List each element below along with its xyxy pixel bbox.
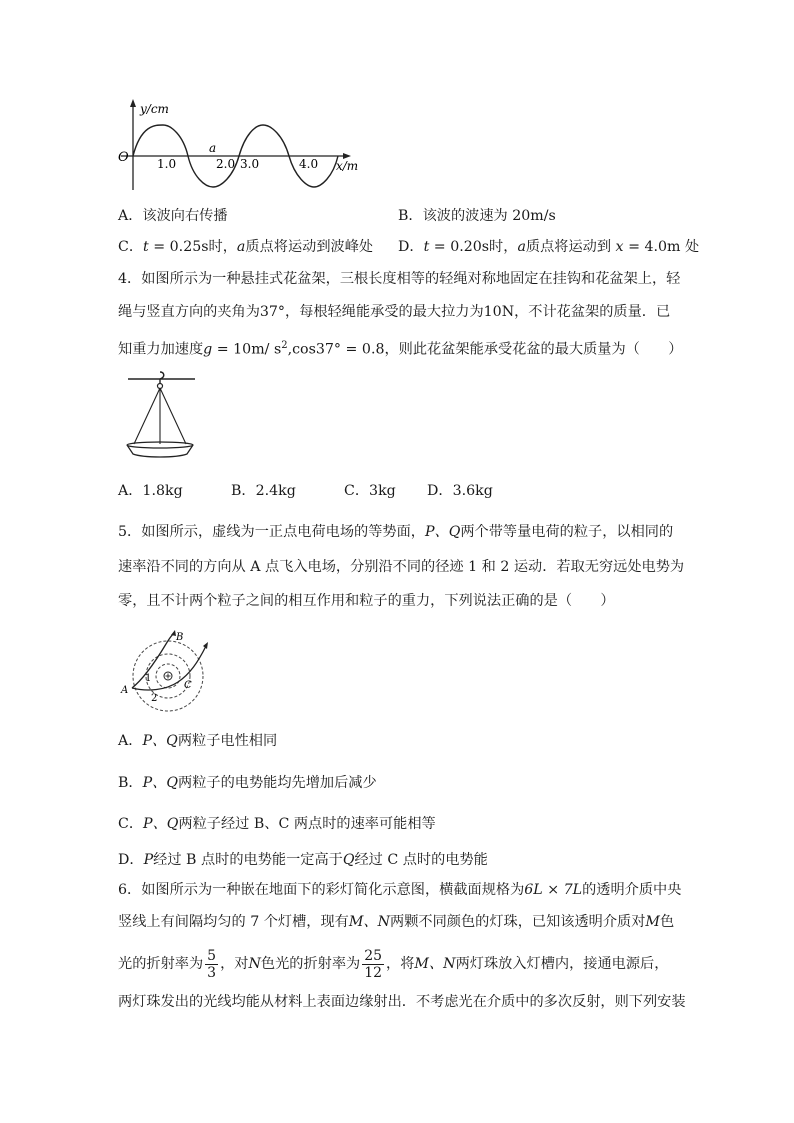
q4-l3-b: = 10m/ s	[212, 341, 282, 358]
frac1-num: 5	[207, 947, 217, 964]
q6-l3-d: ，将	[386, 956, 415, 972]
q3-c-prefix: C．	[118, 239, 144, 255]
label-a: A	[121, 685, 129, 696]
q6-l3-c: 色光的折射率为	[260, 956, 361, 972]
q5-c-prefix: C．	[118, 816, 144, 832]
point-a-label: a	[209, 141, 217, 155]
wave-graph	[113, 95, 363, 195]
q5-d-prefix: D．	[118, 852, 144, 868]
q3-d-x: x	[615, 239, 624, 255]
q5-l1-pq: P、Q	[424, 524, 461, 540]
q6-l1-b: 的透明介质中央	[582, 882, 682, 898]
q6-l3-e: 两灯珠放入灯槽内，接通电源后，	[455, 956, 669, 972]
q5-b-prefix: B．	[118, 775, 143, 791]
q5-line-2: 速率沿不同的方向从 A 点飞入电场，分别沿不同的径迹 1 和 2 运动．若取无穷远处电势为	[118, 559, 685, 575]
q5-d-mid: 经过 B 点时的电势能一定高于	[153, 852, 343, 868]
q6-line-4: 两灯珠发出的光线均能从材料上表面边缘射出．不考虑光在介质中的多次反射，则下列安装	[118, 994, 686, 1010]
q5-option-c	[118, 814, 436, 834]
q6-l1-dim: 6L × 7L	[524, 882, 583, 898]
trajectory-2	[132, 646, 206, 690]
tick-4: 4.0	[299, 157, 319, 171]
q6-l2-c: 色	[659, 914, 675, 930]
q5-d-rest: 经过 C 点时的电势能	[354, 852, 488, 868]
q4-line-3	[118, 336, 682, 360]
q4-l3-g: g	[203, 341, 213, 358]
q3-option-c	[118, 237, 373, 257]
q5-a-prefix: A．	[118, 733, 143, 749]
q6-l2-mn: M、N	[348, 914, 391, 930]
q3-d-mid: 质点将运动到	[525, 239, 616, 255]
q6-l2-m: M	[645, 914, 660, 930]
q5-option-b	[118, 773, 377, 793]
rope-right	[160, 388, 186, 444]
q6-l2-b: 两颗不同颜色的灯珠，已知该透明介质对	[390, 914, 646, 930]
q3-option-a: A．该波向右传播	[118, 208, 228, 224]
q6-l1-a: 6．如图所示为一种嵌在地面下的彩灯简化示意图，横截面规格为	[118, 882, 525, 898]
label-c: C	[184, 680, 192, 691]
q4-l3-a: 知重力加速度	[118, 341, 204, 358]
q6-line-2	[118, 912, 674, 932]
q3-c-rest: = 0.25s时，	[148, 239, 237, 255]
q5-option-a	[118, 731, 277, 751]
q5-option-d	[118, 850, 488, 870]
q5-c-pq: P、Q	[143, 816, 179, 832]
q6-line-1	[118, 880, 681, 900]
tick-1: 1.0	[157, 157, 177, 171]
q5-l1-a: 5．如图所示，虚线为一正点电荷电场的等势面，	[118, 524, 425, 540]
q3-d-rest: = 0.20s时，	[429, 239, 518, 255]
q4-l3-sup: 2	[281, 340, 288, 351]
x-axis-label: x/m	[336, 159, 359, 173]
q5-line-1	[118, 522, 673, 542]
label-1: 1	[145, 673, 152, 684]
q5-a-rest: 两粒子电性相同	[177, 733, 278, 749]
q5-b-pq: P、Q	[142, 775, 178, 791]
y-axis-label: y/cm	[140, 102, 169, 116]
q3-d-tail: = 4.0m 处	[623, 239, 700, 255]
hook-icon	[160, 372, 164, 384]
q4-option-d: D．3.6kg	[427, 483, 493, 499]
flower-pot-figure	[120, 368, 200, 464]
q5-d-q: Q	[342, 852, 355, 868]
fraction-5-3	[205, 948, 218, 981]
q4-line-1: 4．如图所示为一种悬挂式花盆架，三根长度相等的轻绳对称地固定在挂钩和花盆架上，轻	[118, 271, 681, 287]
frac2-num: 25	[364, 947, 383, 964]
q6-l3-b: ，对	[220, 956, 249, 972]
tick-2: 2.0	[216, 157, 236, 171]
q3-c-a: a	[236, 239, 246, 255]
q5-a-pq: P、Q	[142, 733, 178, 749]
q3-c-tail: 质点将运动到波峰处	[245, 239, 374, 255]
rope-left	[134, 388, 160, 444]
q4-line-2: 绳与竖直方向的夹角为37°，每根轻绳能承受的最大拉力为10N，不计花盆架的质量．已	[118, 304, 671, 320]
q3-option-d	[398, 237, 699, 257]
q4-l3-c: ,cos37° = 0.8，则此花盆架能承受花盆的最大质量为（ ）	[287, 341, 683, 358]
q6-line-3	[118, 944, 668, 984]
frac2-den: 12	[364, 964, 383, 981]
hook-ring	[158, 384, 163, 389]
q4-option-a: A．1.8kg	[118, 483, 183, 499]
equipotential-figure	[118, 628, 218, 718]
fraction-25-12	[362, 948, 384, 981]
frac1-den: 3	[207, 964, 217, 981]
q5-c-rest: 两粒子经过 B、C 两点时的速率可能相等	[178, 816, 436, 832]
q3-d-prefix: D．	[398, 239, 424, 255]
q5-b-rest: 两粒子的电势能均先增加后减少	[178, 775, 377, 791]
q5-l1-b: 两个带等量电荷的粒子，以相同的	[460, 524, 674, 540]
q6-l3-mn: M、N	[414, 956, 456, 972]
q3-d-a: a	[517, 239, 526, 255]
label-2: 2	[151, 693, 158, 704]
q4-option-b: B．2.4kg	[231, 483, 296, 499]
q3-option-b: B．该波的波速为 20m/s	[398, 208, 556, 224]
q3-c-t: t	[143, 239, 149, 255]
q6-l2-a: 竖线上有间隔均匀的 7 个灯槽，现有	[118, 914, 349, 930]
tick-3: 3.0	[240, 157, 260, 171]
y-axis-arrow	[130, 99, 136, 107]
q3-d-t: t	[423, 239, 430, 255]
q5-d-p: P	[143, 852, 154, 868]
q6-l3-a: 光的折射率为	[118, 956, 204, 972]
origin-label: O	[118, 150, 129, 165]
label-b: B	[176, 632, 184, 643]
q5-line-3: 零，且不计两个粒子之间的相互作用和粒子的重力，下列说法正确的是（ ）	[118, 593, 615, 609]
q6-l3-n: N	[248, 956, 261, 972]
q4-option-c: C．3kg	[344, 483, 396, 499]
